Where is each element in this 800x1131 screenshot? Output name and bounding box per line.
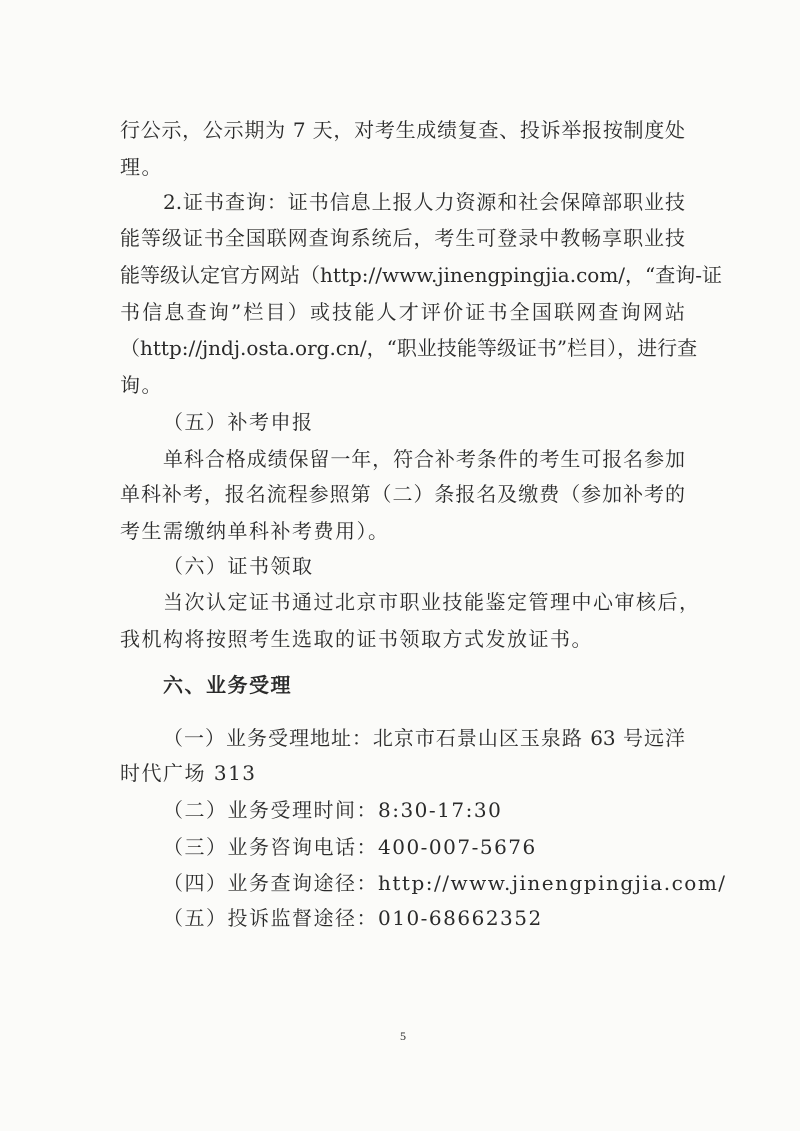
paragraph-line: 理。 <box>120 155 163 179</box>
contact-line-address: （一）业务受理地址：北京市石景山区玉泉路 63 号远洋 <box>163 726 685 750</box>
subsection-title: （五）补考申报 <box>163 410 314 434</box>
paragraph-line: 单科补考，报名流程参照第（二）条报名及缴费（参加补考的 <box>120 482 685 506</box>
paragraph-line: 我机构将按照考生选取的证书领取方式发放证书。 <box>120 627 593 651</box>
paragraph-line: 行公示，公示期为 7 天，对考生成绩复查、投诉举报按制度处 <box>120 118 685 142</box>
section-heading: 六、业务受理 <box>163 673 292 697</box>
contact-line-address-cont: 时代广场 313 <box>120 761 257 785</box>
paragraph-line: 询。 <box>120 373 163 397</box>
paragraph-line: 书信息查询”栏目）或技能人才评价证书全国联网查询网站 <box>120 300 685 324</box>
contact-line-phone: （三）业务咨询电话：400-007-5676 <box>163 835 537 859</box>
paragraph-line: 能等级认定官方网站（http://www.jinengpingjia.com/，“查询-证 <box>120 263 723 287</box>
contact-line-complaint: （五）投诉监督途径：010-68662352 <box>163 906 543 930</box>
paragraph-line: （http://jndj.osta.org.cn/，“职业技能等级证书”栏目），进行查 <box>120 336 698 360</box>
paragraph-line: 单科合格成绩保留一年，符合补考条件的考生可报名参加 <box>163 447 685 471</box>
page-number: 5 <box>400 1029 406 1043</box>
subsection-title: （六）证书领取 <box>163 554 314 578</box>
contact-line-website: （四）业务查询途径：http://www.jinengpingjia.com/ <box>163 871 727 895</box>
paragraph-line: 能等级证书全国联网查询系统后，考生可登录中教畅享职业技 <box>120 226 685 250</box>
paragraph-line: 2.证书查询：证书信息上报人力资源和社会保障部职业技 <box>163 190 685 214</box>
contact-line-hours: （二）业务受理时间：8:30-17:30 <box>163 798 503 822</box>
paragraph-line: 考生需缴纳单科补考费用）。 <box>120 519 390 543</box>
paragraph-line: 当次认定证书通过北京市职业技能鉴定管理中心审核后， <box>163 590 701 614</box>
